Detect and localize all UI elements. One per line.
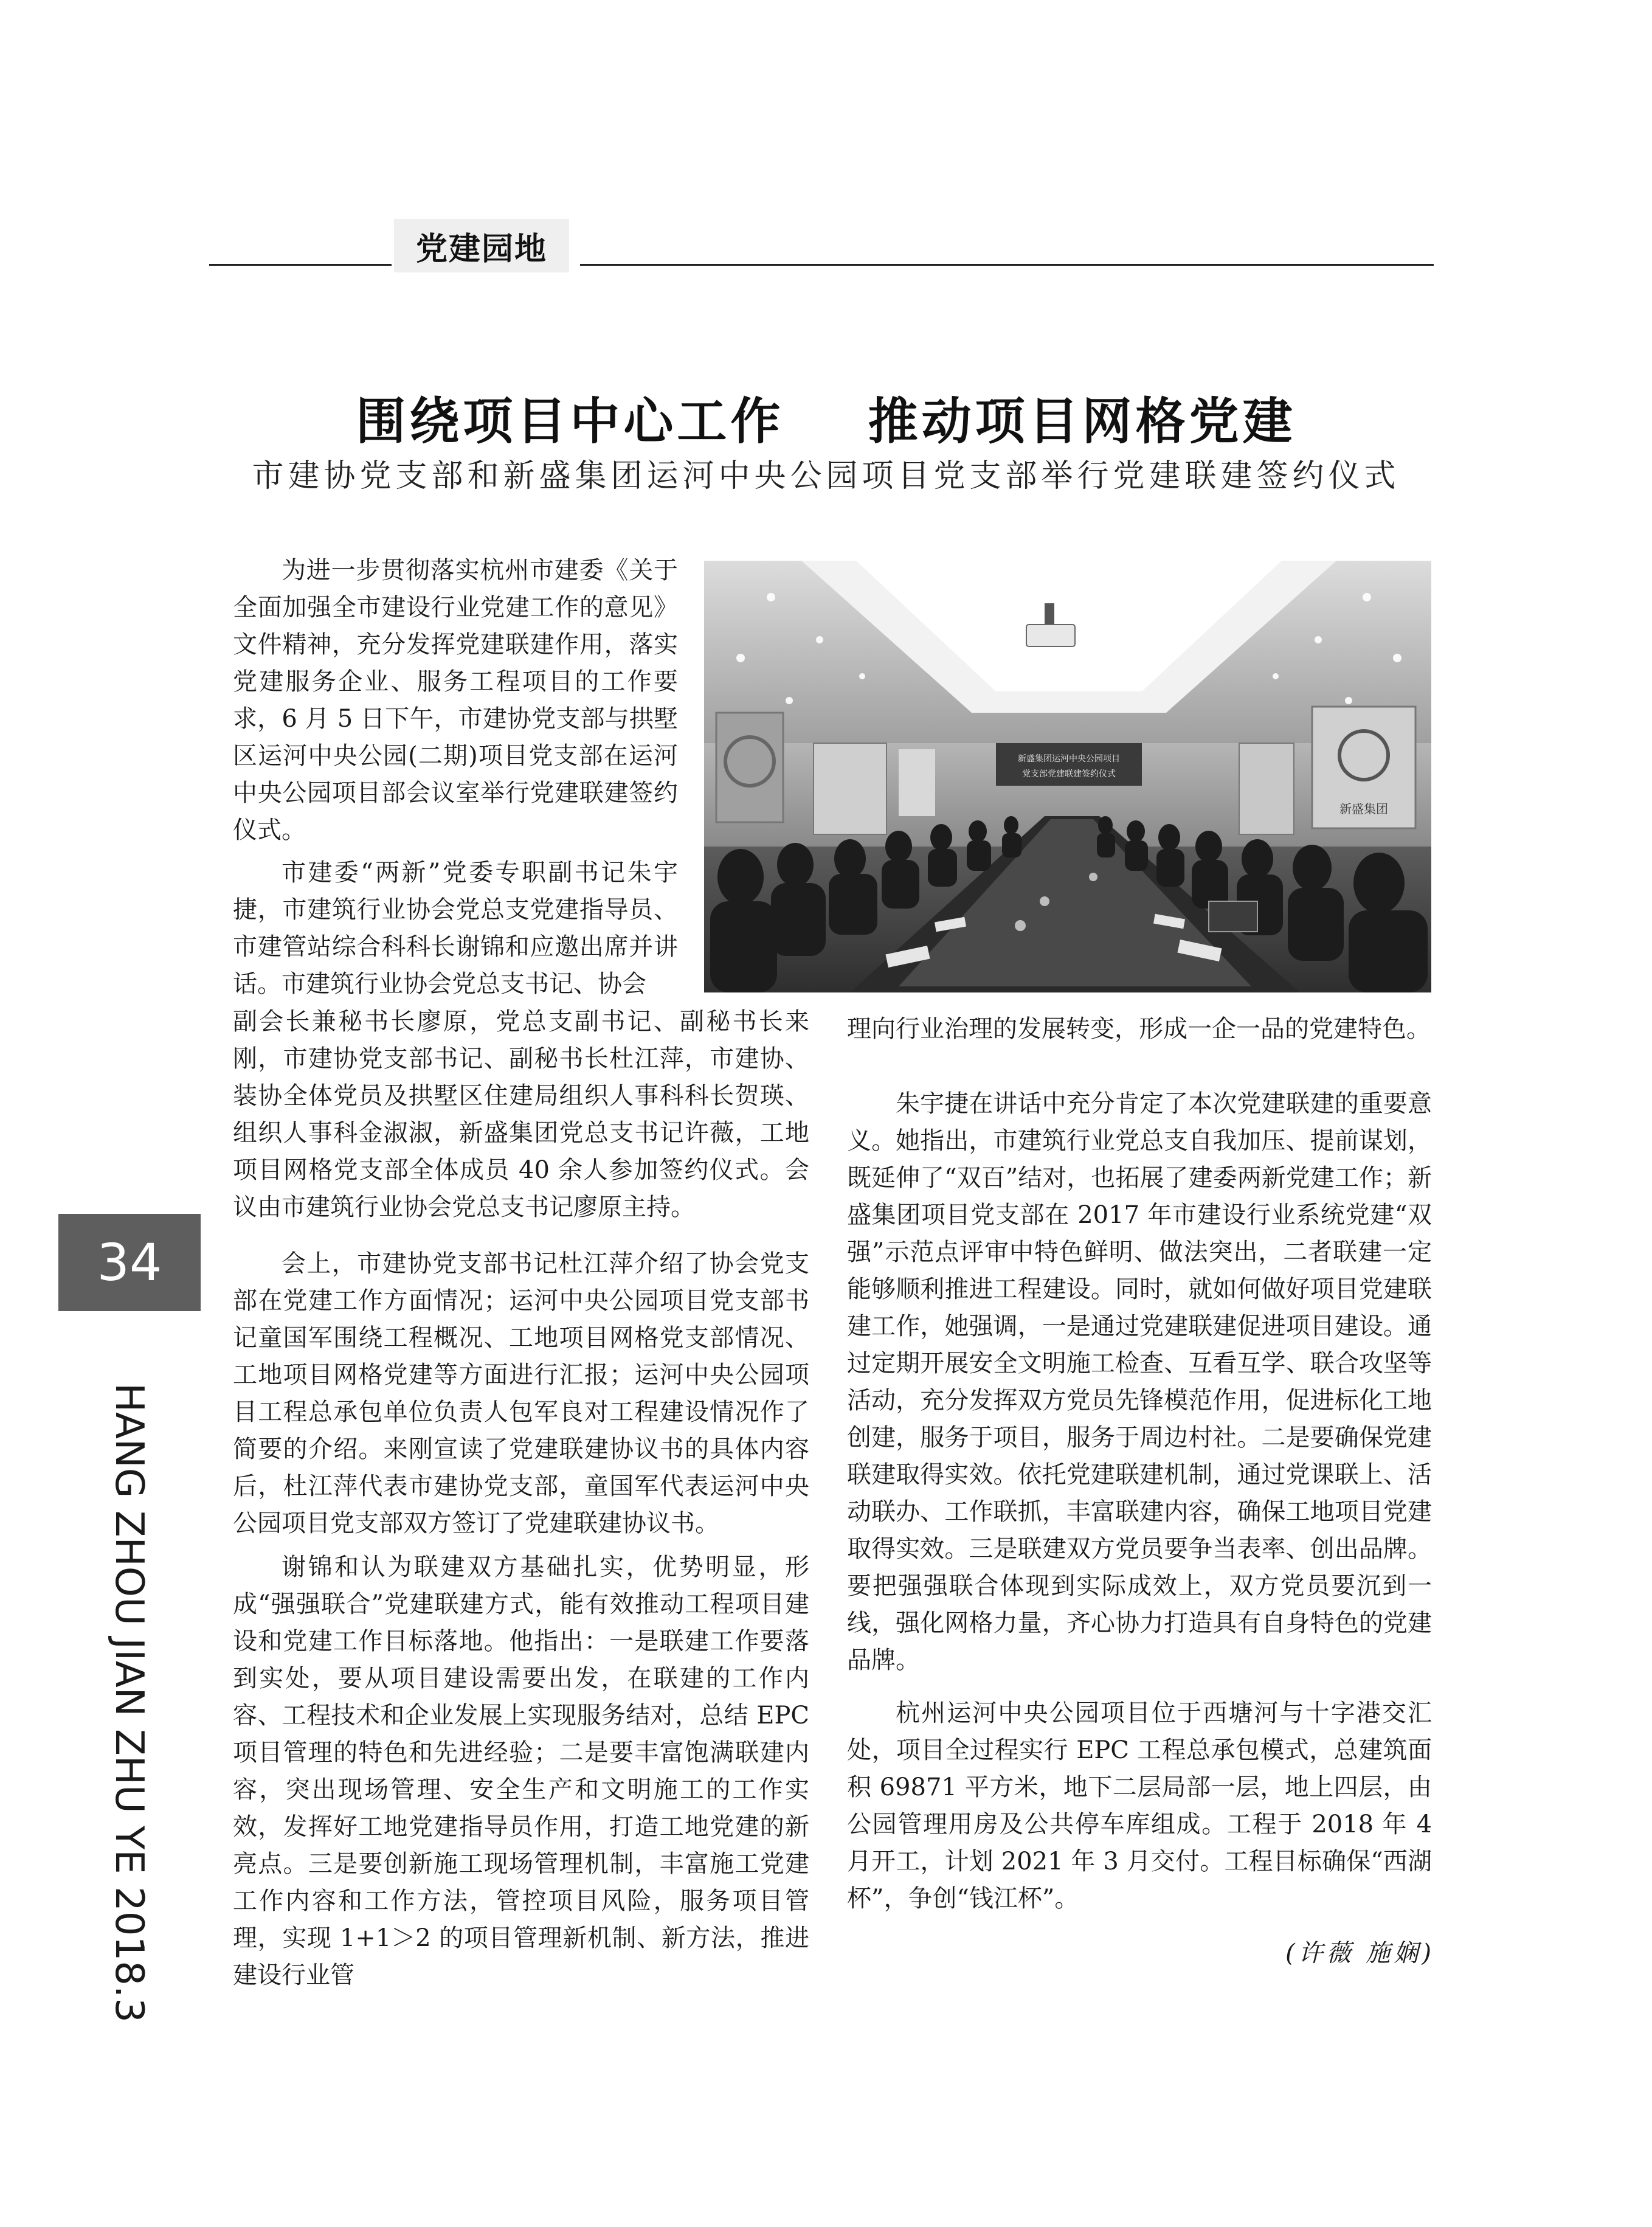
meeting-photo [704, 561, 1431, 992]
article-title: 围绕项目中心工作 推动项目网格党建 [356, 393, 1296, 451]
meeting-photo-graphic [704, 561, 1431, 992]
magazine-side-title: HANG ZHOU JIAN ZHU YE 2018.3 [106, 1383, 151, 2023]
article-byline: (许薇 施娴) [1285, 1939, 1435, 1967]
header-rule-left [209, 264, 392, 266]
section-label: 党建园地 [394, 219, 569, 272]
page-number: 34 [58, 1214, 201, 1311]
wall-sign-line2: 党支部党建联建签约仪式 [1022, 769, 1116, 779]
paragraph-project-info: 杭州运河中央公园项目位于西塘河与十字港交汇处，项目全过程实行 EPC 工程总承包模式，总建筑面积 69871 平方米，地下二层局部一层，地上四层，由公园管理用房及公共停车库组成。工程于 2018 年 4 月开工，计划 2021 年 3 月交付。工程目标确保“西湖杯”，争创“钱江杯”。 [847, 1699, 1432, 1913]
paragraph-meeting: 会上，市建协党支部书记杜江萍介绍了协会党支部在党建工作方面情况；运河中央公园项目党支部书记童国军围绕工程概况、工地项目网格党支部情况、工地项目网格党建等方面进行汇报；运河中央公园项目工程总承包单位负责人包军良对工程建设情况作了简要的介绍。来刚宣读了党建联建协议书的具体内容后，杜江萍代表市建协党支部，童国军代表运河中央公园项目党支部双方签订了党建联建协议书。 [233, 1250, 809, 1537]
paragraph-zhu-speech: 朱宇捷在讲话中充分肯定了本次党建联建的重要意义。她指出，市建筑行业党总支自我加压、提前谋划，既延伸了“双百”结对，也拓展了建委两新党建工作；新盛集团项目党支部在 2017 年市建设行业系统党建“双强”示范点评审中特色鲜明、做法突出，二者联建一定能够顺利推进工程建设。同时，就如何做好项目党建联建工作，她强调，一是通过党建联建促进项目建设。通过定期开展安全文明施工检查、互看互学、联合攻坚等活动，充分发挥双方党员先锋模范作用，促进标化工地创建，服务于项目，服务于周边村社。二是要确保党建联建取得实效。依托党建联建机制，通过党课联上、活动联办、工作联抓，丰富联建内容，确保工地项目党建取得实效。三是联建双方党员要争当表率、创出品牌。要把强强联合体现到实际成效上，双方党员要沉到一线，强化网格力量，齐心协力打造具有自身特色的党建品牌。 [847, 1090, 1432, 1674]
article-subtitle: 市建协党支部和新盛集团运河中央公园项目党支部举行党建联建签约仪式 [252, 458, 1400, 494]
header-rule-right [580, 264, 1434, 266]
wall-sign-line1: 新盛集团运河中央公园项目 [1018, 754, 1120, 764]
paragraph-attendees-part1: 市建委“两新”党委专职副书记朱宇捷，市建筑行业协会党总支党建指导员、市建管站综合科科长谢锦和应邀出席并讲话。市建筑行业协会党总支书记、协会 [233, 859, 678, 998]
wall-logo: 新盛集团 [1339, 802, 1388, 816]
paragraph-attendees-part2: 副会长兼秘书长廖原，党总支副书记、副秘书长来刚，市建协党支部书记、副秘书长杜江萍，市建协、装协全体党员及拱墅区住建局组织人事科科长贺瑛、组织人事科金淑淑，新盛集团党总支书记许薇，工地项目网格党支部全体成员 40 余人参加签约仪式。会议由市建筑行业协会党总支书记廖原主持。 [233, 1008, 809, 1221]
paragraph-xie-speech: 谢锦和认为联建双方基础扎实，优势明显，形成“强强联合”党建联建方式，能有效推动工程项目建设和党建工作目标落地。他指出：一是联建工作要落到实处，要从项目建设需要出发，在联建的工作内容、工程技术和企业发展上实现服务结对，总结 EPC 项目管理的特色和先进经验；二是要丰富饱满联建内容，突出现场管理、安全生产和文明施工的工作实效，发挥好工地党建指导员作用，打造工地党建的新亮点。三是要创新施工现场管理机制，丰富施工党建工作内容和工作方法，管控项目风险，服务项目管理，实现 1+1＞2 的项目管理新机制、新方法，推进建设行业管 [233, 1553, 809, 1989]
paragraph-intro: 为进一步贯彻落实杭州市建委《关于全面加强全市建设行业党建工作的意见》文件精神，充分发挥党建联建作用，落实党建服务企业、服务工程项目的工作要求，6 月 5 日下午，市建协党支部与拱墅区运河中央公园(二期)项目党支部在运河中央公园项目部会议室举行党建联建签约仪式。 [233, 556, 678, 844]
paragraph-xie-speech-continued: 理向行业治理的发展转变，形成一企一品的党建特色。 [847, 1015, 1431, 1043]
